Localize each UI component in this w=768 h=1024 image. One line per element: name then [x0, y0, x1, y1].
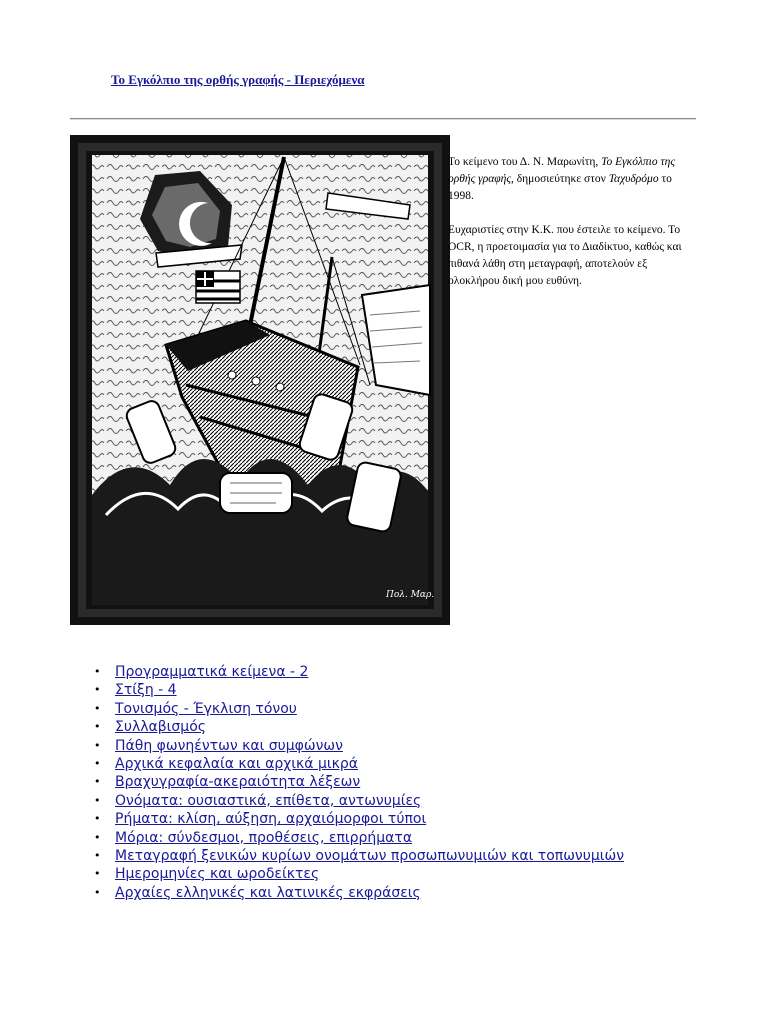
toc-list-item	[94, 700, 654, 718]
toc-list-item	[94, 810, 654, 828]
toc-list-item	[94, 865, 654, 883]
bullet-icon: •	[94, 867, 101, 881]
toc-link[interactable]: Στίξη - 4	[115, 682, 177, 699]
toc-link[interactable]: Αρχικά κεφαλαία και αρχικά μικρά	[115, 756, 358, 773]
bullet-icon: •	[94, 885, 101, 899]
bullet-icon: •	[94, 775, 101, 789]
bullet-icon: •	[94, 849, 101, 863]
contents-title-link[interactable]: Το Εγκόλπιο της ορθής γραφής - Περιεχόμενα	[111, 72, 365, 87]
toc-list-item	[94, 737, 654, 755]
toc-link[interactable]: Μεταγραφή ξενικών κυρίων ονομάτων προσωπωνυμιών και τοπωνυμιών	[115, 848, 625, 865]
signature: Πολ. Μαρ.	[386, 590, 435, 600]
toc-list-item	[94, 718, 654, 736]
toc-link[interactable]: Τονισμός - Έγκλιση τόνου	[115, 700, 297, 717]
toc-link[interactable]: Συλλαβισμός	[115, 719, 206, 736]
toc-link[interactable]: Πάθη φωνηέντων και συμφώνων	[115, 737, 343, 754]
toc-link[interactable]: Βραχυγραφία-ακεραιότητα λέξεων	[115, 774, 361, 791]
bullet-icon: •	[94, 738, 101, 752]
toc-link[interactable]: Μόρια: σύνδεσμοι, προθέσεις, επιρρήματα	[115, 829, 413, 846]
intro-text	[448, 154, 698, 307]
toc-link[interactable]: Προγραμματικά κείμενα - 2	[115, 664, 309, 680]
bullet-icon: •	[94, 683, 101, 697]
toc-list-item	[94, 681, 654, 699]
toc-link[interactable]: Αρχαίες ελληνικές και λατινικές εκφράσεις	[115, 884, 421, 901]
bullet-icon: •	[94, 757, 101, 771]
toc-list-item	[94, 773, 654, 791]
toc-list-item	[94, 884, 654, 902]
horizontal-divider	[70, 118, 696, 120]
bullet-icon: •	[94, 830, 101, 844]
intro-paragraph-1: Το κείμενο του Δ. Ν. Μαρωνίτη, Το Εγκόλπιο της ορθής γραφής, δημοσιεύτηκε στον Ταχυδρόμο το 1998.	[448, 156, 675, 202]
toc-link[interactable]: Ημερομηνίες και ωροδείκτες	[115, 866, 320, 883]
toc-link[interactable]: Ρήματα: κλίση, αύξηση, αρχαιόμορφοι τύποι	[115, 811, 427, 828]
intro-paragraph-2: Ευχαριστίες στην Κ.Κ. που έστειλε το κείμενο. Το OCR, η προετοιμασία για το Διαδίκτυο, καθώς και πιθανά λάθη στη μεταγραφή, αποτελούν εξ ολοκλήρου δική μου ευθύνη.	[448, 224, 682, 287]
bullet-icon: •	[94, 720, 101, 734]
ship-illustration-icon	[70, 135, 450, 625]
table-of-contents	[94, 663, 654, 902]
bullet-icon: •	[94, 665, 101, 678]
toc-link[interactable]: Ονόματα: ουσιαστικά, επίθετα, αντωνυμίες	[115, 792, 422, 809]
toc-list-item	[94, 792, 654, 810]
toc-list-item	[94, 755, 654, 773]
toc-list-item	[94, 847, 654, 865]
toc-list-item	[94, 829, 654, 847]
bullet-icon: •	[94, 812, 101, 826]
bullet-icon: •	[94, 701, 101, 715]
toc-list-item	[94, 663, 654, 681]
bullet-icon: •	[94, 793, 101, 807]
